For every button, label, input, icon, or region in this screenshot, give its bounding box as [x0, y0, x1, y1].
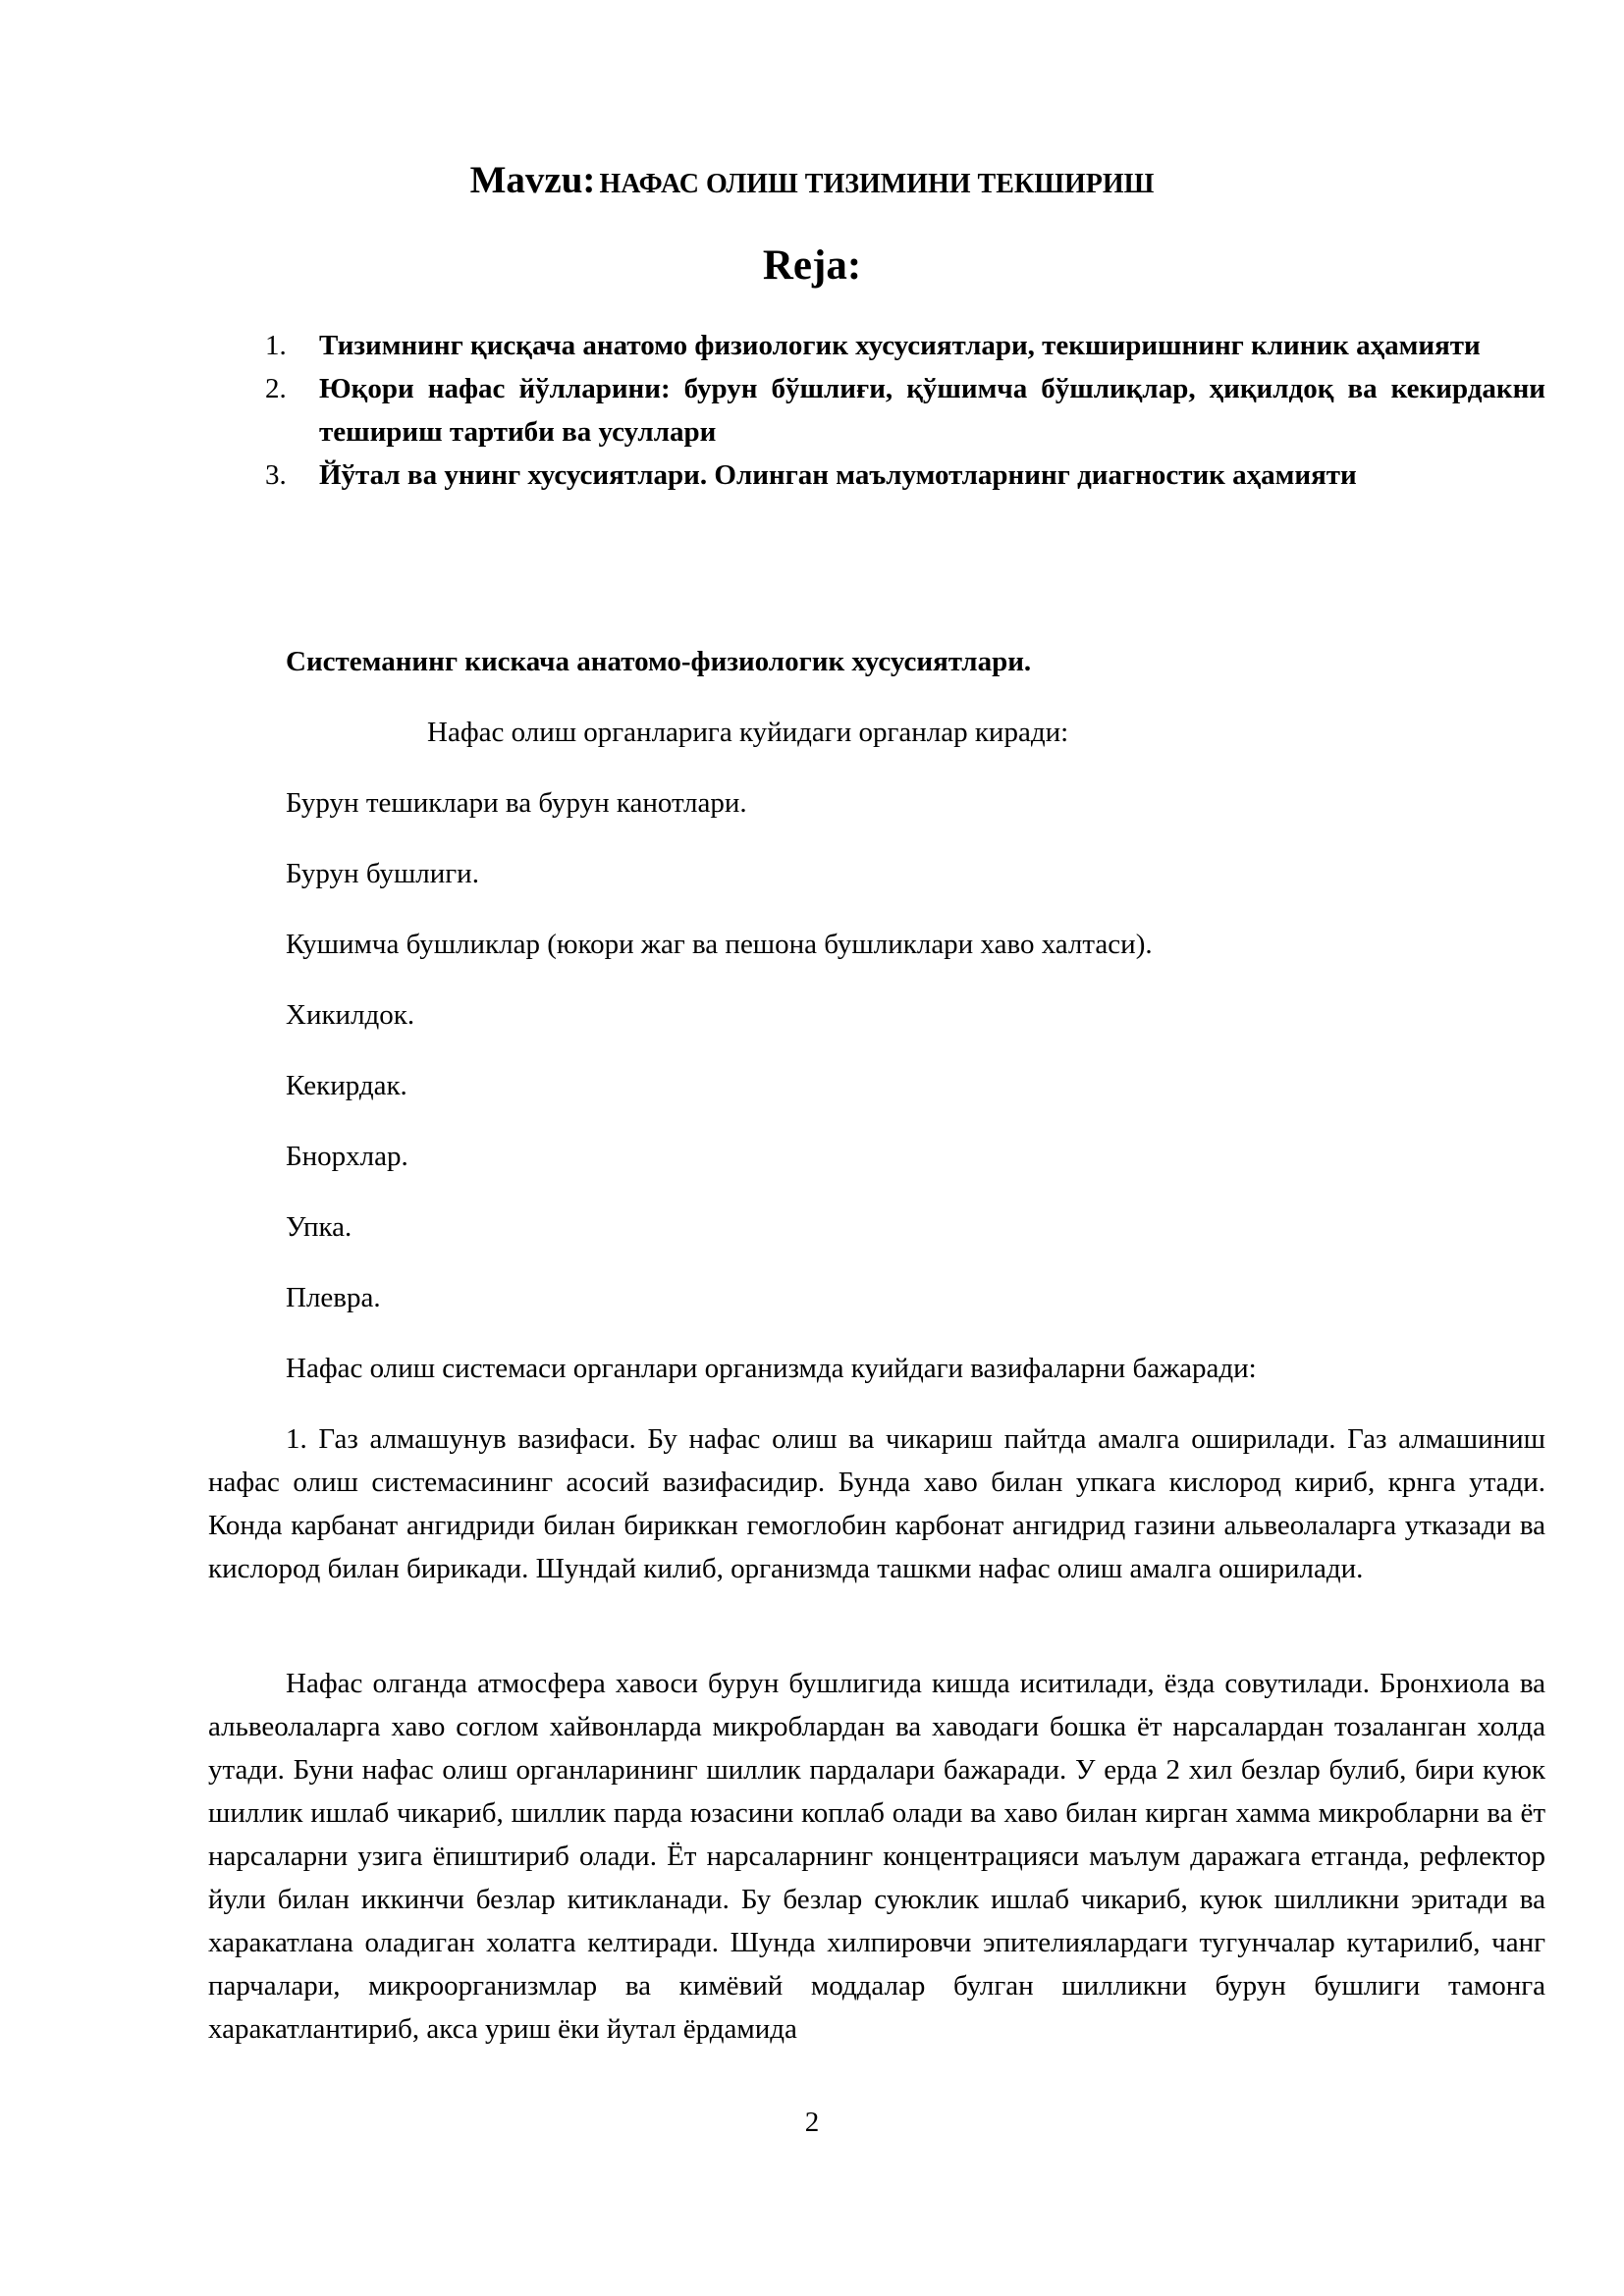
plan-item — [265, 324, 1545, 367]
organ-item: Бурун бушлиги. — [286, 858, 479, 889]
plan-heading: Reja: — [762, 242, 862, 289]
title-topic: НАФАС ОЛИШ ТИЗИМИНИ ТЕКШИРИШ — [599, 169, 1155, 199]
plan-item-text: Йўтал ва унинг хусусиятлари. Олинган маълумотларнинг диагностик аҳамияти — [319, 459, 1357, 491]
organ-item: Упка. — [286, 1211, 352, 1243]
title-label: Mavzu: — [469, 159, 596, 201]
organ-list — [286, 781, 1153, 1347]
plan-list — [265, 324, 1545, 497]
plan-item-number: 1. — [265, 330, 287, 361]
organ-item: Бурун тешиклари ва бурун канотлари. — [286, 787, 747, 819]
functions-intro-line: Нафас олиш системаси органлари организмда куийдаги вазифаларни бажаради: — [286, 1353, 1257, 1384]
plan-item-text: Юқори нафас йўлларини: бурун бўшлиғи, қўшимча бўшлиқлар, ҳиқилдоқ ва кекирдакни тешириш тартиби ва усуллари — [319, 373, 1545, 448]
body-paragraph: Нафас олганда атмосфера хавоси бурун бушлигида кишда иситилади, ёзда совутилади. Бронхиола ва альвеолаларга хаво соглом хайвонларда микроблардан ва хаводаги бошка ёт нарсалардан тозаланган холда утади. Буни нафас олиш органларининг шиллик пардалари бажаради. У ерда 2 хил безлар булиб, бири куюк шиллик ишлаб чикариб, шиллик парда юзасини коплаб олади ва хаво билан кирган хамма микробларни ва ёт нарсаларни узига ёпиштириб олади. Ёт нарсаларнинг концентрацияси маълум даражага етганда, рефлектор йули билан иккинчи безлар китикланади. Бу безлар суюклик ишлаб чикариб, куюк шилликни эритади ва харакатлана оладиган холатга келтиради. Шунда хилпировчи эпителиялардаги тугунчалар кутарилиб, чанг парчалари, микроорганизмлар ва кимёвий моддалар булган шилликни бурун бушлиги тамонга харакатлантириб, акса уриш ёки йутал ёрдамида — [208, 1668, 1545, 2045]
page-number: 2 — [804, 2107, 820, 2138]
page-title — [0, 155, 1624, 214]
plan-item-text: Тизимнинг қисқача анатомо физиологик хусусиятлари, текширишнинг клиник аҳамияти — [319, 330, 1481, 361]
organ-item: Кекирдак. — [286, 1070, 407, 1101]
organ-item: Хикилдок. — [286, 999, 415, 1031]
organ-item: Бнорхлар. — [286, 1141, 408, 1172]
organ-item: Кушимча бушликлар (юкори жаг ва пешона бушликлари хаво халтаси). — [286, 929, 1153, 960]
plan-item — [265, 454, 1545, 497]
organs-intro-line: Нафас олиш органларига куйидаги органлар киради: — [427, 717, 1069, 748]
body-paragraph: 1. Газ алмашунув вазифаси. Бу нафас олиш ва чикариш пайтда амалга оширилади. Газ алмашиниш нафас олиш системасининг асосий вазифасидир. Бунда хаво билан упкага кислород кириб, крнга утади. Конда карбанат ангидриди билан бириккан гемоглобин карбонат ангидрид газини альвеолаларга утказади ва кислород билан бирикади. Шундай килиб, организмда ташкми нафас олиш амалга оширилади. — [208, 1423, 1545, 1584]
plan-item-number: 3. — [265, 459, 287, 491]
plan-item-number: 2. — [265, 373, 287, 404]
section-heading: Системанинг кискача анатомо-физиологик хусусиятлари. — [286, 646, 1032, 677]
organ-item: Плевра. — [286, 1282, 381, 1313]
plan-item — [265, 367, 1545, 454]
